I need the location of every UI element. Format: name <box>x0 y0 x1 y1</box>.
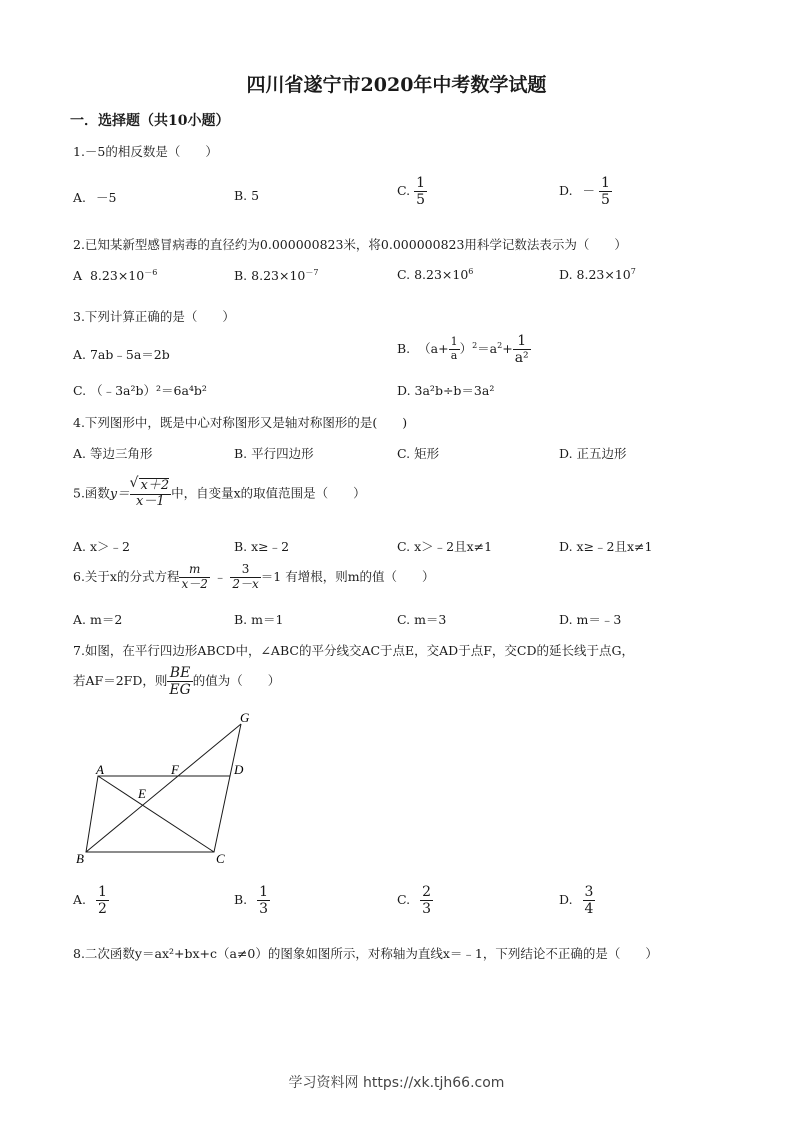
question-3-stem: 3.下列计算正确的是（ ） <box>73 309 235 324</box>
fraction: $\frac{1}{5}$ <box>416 175 425 209</box>
question-1-option-c: C. $\frac{1}{5}$ <box>397 175 425 209</box>
label-c: C <box>216 851 225 866</box>
diagonal-ac <box>98 776 214 852</box>
question-7-stem-line1: 7.如图，在平行四边形ABCD中，∠ABC的平分线交AC于点E，交AD于点F，交CD的延长线于点G， <box>73 643 634 658</box>
fraction: $\frac{3}{4}$ <box>584 884 594 918</box>
fraction: √ x＋2 x－1 <box>129 475 170 509</box>
parallelogram-figure <box>70 708 270 868</box>
question-5-option-b: B. x≥﹣2 <box>234 539 290 554</box>
question-1-option-b: B. 5 <box>234 188 260 203</box>
question-6-option-d: D. m＝﹣3 <box>559 612 622 627</box>
label-a: A <box>96 762 104 777</box>
question-7-stem-line2: 若AF＝2FD，则 $\frac{BE}{EG}$ 的值为（ ） <box>73 665 281 699</box>
fraction: $\frac{1}{5}$ <box>601 175 610 209</box>
label-f: F <box>171 762 179 777</box>
fraction: $\frac{BE}{EG}$ <box>169 665 191 699</box>
question-3-option-d: D. 3a²b÷b＝3a² <box>397 383 495 398</box>
question-4-option-d: D. 正五边形 <box>559 446 627 461</box>
page-title: 四川省遂宁市2020年中考数学试题 <box>246 74 547 96</box>
label-d: D <box>234 762 244 777</box>
fraction: $\frac{1}{\text{a²}}$ <box>514 333 529 367</box>
question-4-option-a: A. 等边三角形 <box>73 446 153 461</box>
label-e: E <box>138 786 146 801</box>
question-6-stem: 6.关于x的分式方程 $\frac{m}{x-2}$ ﹣ $\frac{3}{2-x}$ ＝1 有增根，则m的值（ ） <box>73 562 435 591</box>
question-4-option-b: B. 平行四边形 <box>234 446 314 461</box>
question-6-option-c: C. m＝3 <box>397 612 447 627</box>
parallelogram-abcd <box>86 776 230 852</box>
fraction: $\frac{1}{3}$ <box>259 884 269 918</box>
question-7-option-a: A. $\frac{1}{2}$ <box>73 884 107 918</box>
question-3-option-c: C. （﹣3a²b）²＝6a⁴b² <box>73 383 207 398</box>
question-7-option-b: B. $\frac{1}{3}$ <box>234 884 269 918</box>
fraction: $\frac{1}{a}$ <box>450 335 458 363</box>
footer-watermark: 学习资料网 https://xk.tjh66.com <box>288 1075 505 1091</box>
question-1-stem: 1.－5的相反数是（ ） <box>73 144 218 159</box>
sqrt: √ x＋2 <box>129 475 170 493</box>
question-3-option-a: A. 7ab﹣5a＝2b <box>73 347 170 362</box>
question-6-option-a: A. m＝2 <box>73 612 123 627</box>
question-7-option-c: C. $\frac{2}{3}$ <box>397 884 431 918</box>
question-2-option-a: A $8.23\times 10^{-6}$ <box>73 268 158 283</box>
fraction: $\frac{2}{3}$ <box>422 884 431 918</box>
question-5-stem: 5.函数y＝ √ x＋2 x－1 中，自变量x的取值范围是（ ） <box>73 475 366 509</box>
question-2-option-d: D. $8.23\times 10^7$ <box>559 267 636 282</box>
question-3-option-b: B. （a+ $\frac{1}{a}$ ）$^2=a^2+$ $\frac{1}{\text{a²}}$ <box>397 333 529 367</box>
question-1-option-d: D. － $\frac{1}{5}$ <box>559 175 610 209</box>
question-5-option-a: A. x＞﹣2 <box>73 539 130 554</box>
question-4-stem: 4.下列图形中，既是中心对称图形又是轴对称图形的是( ) <box>73 415 408 430</box>
label-b: B <box>76 851 84 866</box>
section-heading: 一．选择题（共10小题） <box>70 113 230 129</box>
question-2-stem: 2.已知某新型感冒病毒的直径约为0.000000823米，将0.000000823用科学记数法表示为（ ） <box>73 237 627 252</box>
question-4-option-c: C. 矩形 <box>397 446 440 461</box>
question-6-option-b: B. m＝1 <box>234 612 284 627</box>
question-5-option-c: C. x＞﹣2且x≠1 <box>397 539 493 554</box>
question-1-option-a: A. －5 <box>73 190 117 205</box>
question-2-option-c: C. $8.23\times 10^6$ <box>397 267 474 282</box>
question-5-option-d: D. x≥﹣2且x≠1 <box>559 539 653 554</box>
question-7-option-d: D. $\frac{3}{4}$ <box>559 884 594 918</box>
question-2-option-b: B. $8.23\times 10^{-7}$ <box>234 268 319 283</box>
fraction: $\frac{3}{2-x}$ <box>232 562 259 591</box>
question-8-stem: 8.二次函数y＝ax²+bx+c（a≠0）的图象如图所示，对称轴为直线x＝﹣1，下列结论不正确的是（ ） <box>73 946 658 961</box>
fraction: $\frac{1}{2}$ <box>98 884 107 918</box>
label-g: G <box>240 710 250 725</box>
fraction: $\frac{m}{x-2}$ <box>181 562 208 591</box>
